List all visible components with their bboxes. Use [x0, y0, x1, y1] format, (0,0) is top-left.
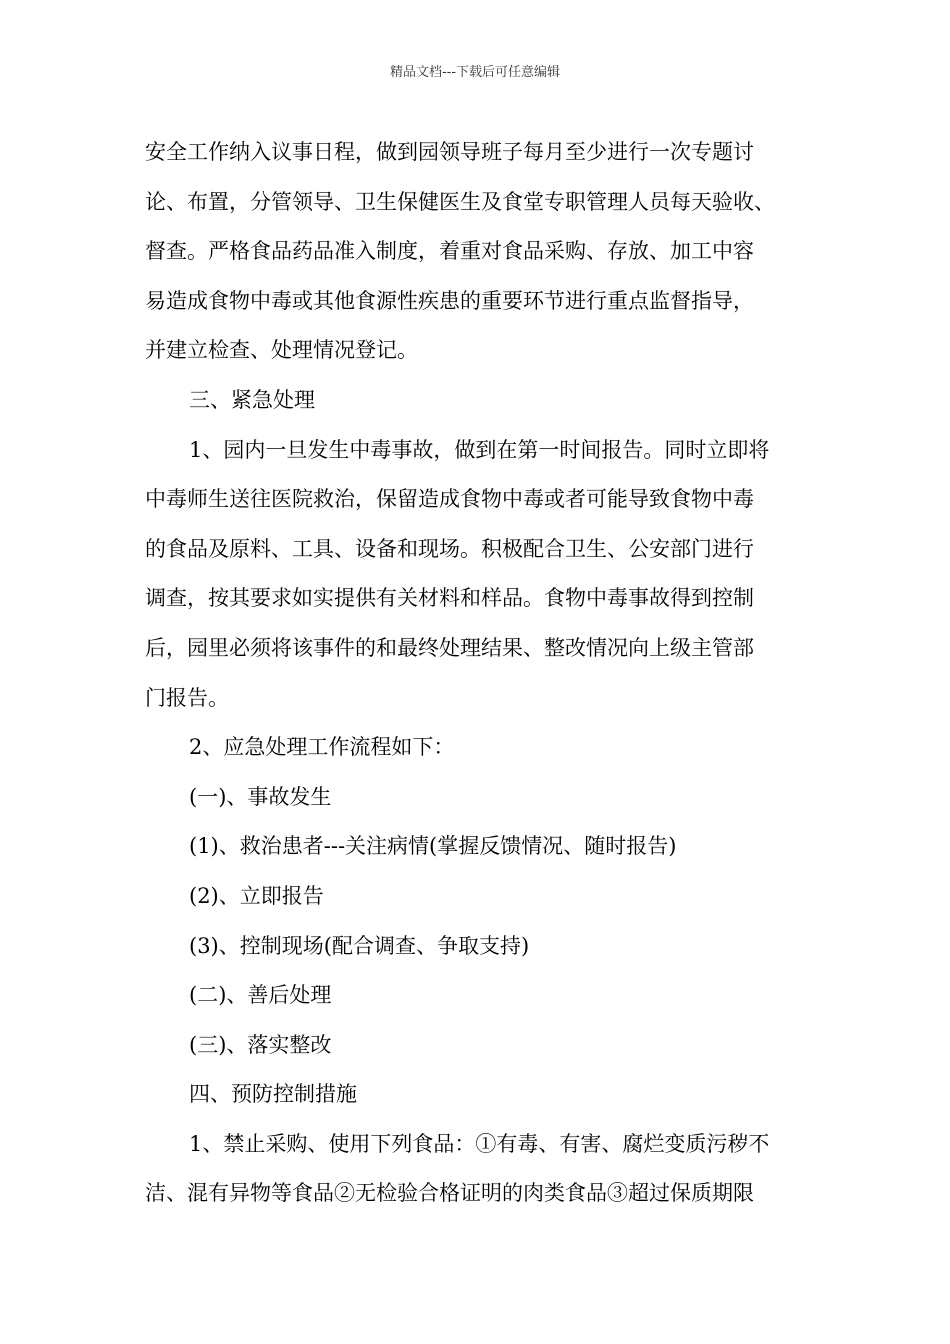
list-item: (三)、落实整改: [189, 1032, 332, 1057]
list-item: (二)、善后处理: [189, 983, 332, 1008]
paragraph-line: 1、园内一旦发生中毒事故，做到在第一时间报告。同时立即将: [189, 437, 770, 462]
paragraph-line: 后，园里必须将该事件的和最终处理结果、整改情况向上级主管部: [145, 635, 754, 660]
paragraph-line: 论、布置，分管领导、卫生保健医生及食堂专职管理人员每天验收、: [145, 189, 775, 214]
paragraph-line: 2、应急处理工作流程如下：: [189, 735, 455, 760]
paragraph-line: 安全工作纳入议事日程，做到园领导班子每月至少进行一次专题讨: [145, 140, 754, 164]
paragraph-line: 中毒师生送往医院救治，保留造成食物中毒或者可能导致食物中毒: [145, 487, 754, 512]
paragraph-line: 的食品及原料、工具、设备和现场。积极配合卫生、公安部门进行: [145, 536, 754, 561]
paragraph-line: 1、禁止采购、使用下列食品：①有毒、有害、腐烂变质污秽不: [189, 1131, 770, 1156]
list-item: (3)、控制现场(配合调查、争取支持): [189, 933, 530, 958]
paragraph-line: 督查。严格食品药品准入制度，着重对食品采购、存放、加工中容: [145, 239, 754, 264]
paragraph-line: 易造成食物中毒或其他食源性疾患的重要环节进行重点监督指导，: [145, 288, 754, 313]
section-heading-emergency: 三、紧急处理: [189, 387, 315, 412]
list-item: (一)、事故发生: [189, 784, 332, 809]
section-heading-prevention: 四、预防控制措施: [189, 1082, 357, 1107]
paragraph-line: 调查，按其要求如实提供有关材料和样品。食物中毒事故得到控制: [145, 586, 754, 611]
document-body: [145, 132, 825, 1223]
paragraph-line: 门报告。: [145, 685, 229, 710]
paragraph-line: 并建立检查、处理情况登记。: [145, 338, 418, 363]
paragraph-line: 洁、混有异物等食品②无检验合格证明的肉类食品③超过保质期限: [145, 1181, 754, 1206]
list-item: (2)、立即报告: [189, 883, 324, 908]
page-header: 精品文档---下载后可任意编辑: [389, 65, 561, 80]
list-item: (1)、救治患者---关注病情(掌握反馈情况、随时报告): [189, 834, 677, 859]
